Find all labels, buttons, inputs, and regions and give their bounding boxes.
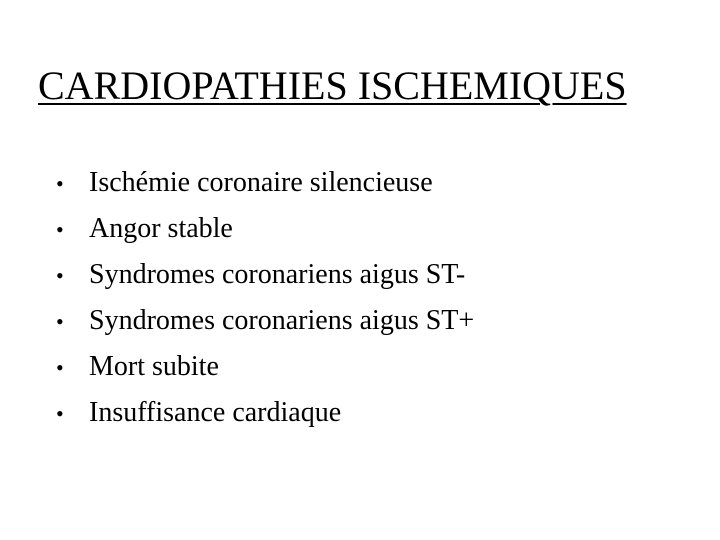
list-item [56, 160, 474, 206]
bullet-icon: • [56, 217, 64, 242]
bullet-icon: • [56, 355, 64, 380]
list-item [56, 298, 474, 344]
list-item-label: Syndromes coronariens aigus ST+ [89, 305, 475, 336]
list-item-label: Syndromes coronariens aigus ST- [89, 259, 466, 290]
list-item-label: Insuffisance cardiaque [89, 397, 342, 428]
bullet-list [56, 160, 474, 436]
bullet-icon: • [56, 401, 64, 426]
list-item-label: Angor stable [89, 213, 233, 244]
list-item [56, 344, 474, 390]
slide-title: CARDIOPATHIES ISCHEMIQUES [38, 63, 627, 108]
bullet-icon: • [56, 171, 64, 196]
list-item-label: Mort subite [89, 351, 219, 382]
list-item [56, 206, 474, 252]
list-item [56, 390, 474, 436]
bullet-icon: • [56, 309, 64, 334]
bullet-icon: • [56, 263, 64, 288]
list-item [56, 252, 474, 298]
list-item-label: Ischémie coronaire silencieuse [89, 167, 433, 198]
